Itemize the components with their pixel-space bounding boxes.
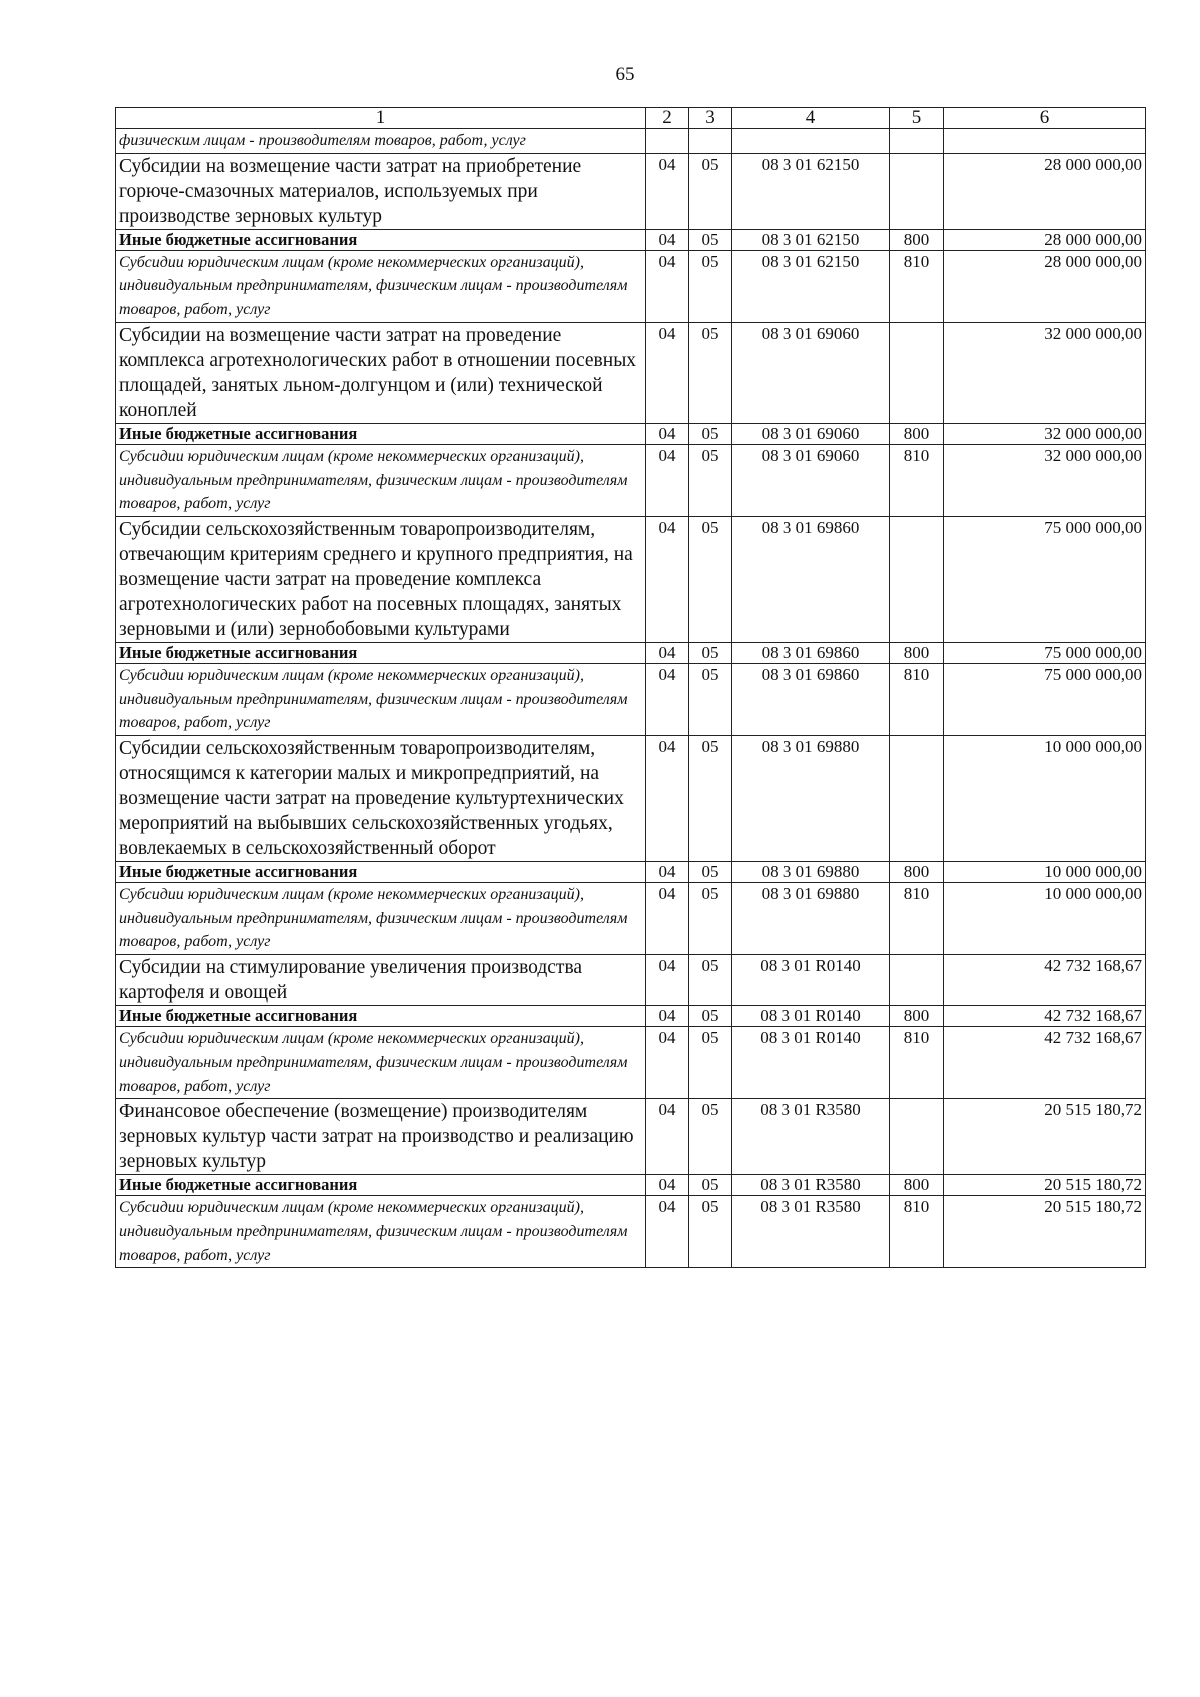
table-row [116, 955, 1146, 1006]
amount-cell: 32 000 000,00 [944, 444, 1146, 516]
amount-cell: 42 732 168,67 [944, 1006, 1146, 1027]
amount-cell: 42 732 168,67 [944, 955, 1146, 1006]
amount-cell: 20 515 180,72 [944, 1196, 1146, 1268]
table-row [116, 322, 1146, 423]
target-article-cell: 08 3 01 69860 [732, 663, 890, 735]
expense-type-cell: 810 [890, 883, 944, 955]
section-code-cell: 04 [646, 229, 689, 250]
section-code-cell: 04 [646, 736, 689, 862]
column-header-1: 1 [116, 108, 646, 129]
target-article-cell: 08 3 01 62150 [732, 153, 890, 229]
row-name-cell: Иные бюджетные ассигнования [116, 423, 646, 444]
amount-cell: 10 000 000,00 [944, 736, 1146, 862]
target-article-cell: 08 3 01 R0140 [732, 1006, 890, 1027]
column-header-2: 2 [646, 108, 689, 129]
subsection-code-cell: 05 [689, 862, 732, 883]
amount-cell: 42 732 168,67 [944, 1027, 1146, 1099]
subsection-code-cell: 05 [689, 229, 732, 250]
row-name-cell: Субсидии юридическим лицам (кроме некоммерческих организаций), индивидуальным предпринимателям, физическим лицам - производителям товаров, работ, услуг [116, 444, 646, 516]
section-code-cell: 04 [646, 444, 689, 516]
table-row [116, 1099, 1146, 1175]
expense-type-cell: 800 [890, 229, 944, 250]
amount-cell: 75 000 000,00 [944, 642, 1146, 663]
row-name-cell: Финансовое обеспечение (возмещение) производителям зерновых культур части затрат на производство и реализацию зерновых культур [116, 1099, 646, 1175]
page-number: 65 [615, 64, 635, 85]
column-header-3: 3 [689, 108, 732, 129]
subsection-code-cell: 05 [689, 1099, 732, 1175]
section-code-cell: 04 [646, 862, 689, 883]
target-article-cell [732, 129, 890, 154]
subsection-code-cell: 05 [689, 736, 732, 862]
target-article-cell: 08 3 01 69060 [732, 444, 890, 516]
table-row [116, 1006, 1146, 1027]
table-header-row [116, 108, 1146, 129]
column-header-4: 4 [732, 108, 890, 129]
subsection-code-cell: 05 [689, 423, 732, 444]
amount-cell: 32 000 000,00 [944, 322, 1146, 423]
section-code-cell: 04 [646, 955, 689, 1006]
subsection-code-cell: 05 [689, 1175, 732, 1196]
expense-type-cell [890, 955, 944, 1006]
table-row [116, 129, 1146, 154]
table-row [116, 883, 1146, 955]
section-code-cell [646, 129, 689, 154]
column-header-5: 5 [890, 108, 944, 129]
table-row [116, 663, 1146, 735]
amount-cell: 10 000 000,00 [944, 883, 1146, 955]
table-row [116, 862, 1146, 883]
amount-cell: 20 515 180,72 [944, 1175, 1146, 1196]
subsection-code-cell: 05 [689, 1196, 732, 1268]
row-name-cell: Иные бюджетные ассигнования [116, 1175, 646, 1196]
amount-cell: 75 000 000,00 [944, 663, 1146, 735]
subsection-code-cell: 05 [689, 663, 732, 735]
expense-type-cell [890, 322, 944, 423]
expense-type-cell: 810 [890, 1196, 944, 1268]
section-code-cell: 04 [646, 1027, 689, 1099]
expense-type-cell [890, 736, 944, 862]
table-row [116, 1175, 1146, 1196]
expense-type-cell: 800 [890, 1006, 944, 1027]
subsection-code-cell: 05 [689, 883, 732, 955]
row-name-cell: Субсидии юридическим лицам (кроме некоммерческих организаций), индивидуальным предпринимателям, физическим лицам - производителям товаров, работ, услуг [116, 883, 646, 955]
target-article-cell: 08 3 01 69860 [732, 642, 890, 663]
subsection-code-cell: 05 [689, 444, 732, 516]
amount-cell: 20 515 180,72 [944, 1099, 1146, 1175]
row-name-cell: физическим лицам - производителям товаров, работ, услуг [116, 129, 646, 154]
table-row [116, 153, 1146, 229]
row-name-cell: Субсидии на возмещение части затрат на проведение комплекса агротехнологических работ в отношении посевных площадей, занятых льном-долгунцом и (или) технической коноплей [116, 322, 646, 423]
subsection-code-cell: 05 [689, 642, 732, 663]
expense-type-cell: 800 [890, 1175, 944, 1196]
row-name-cell: Иные бюджетные ассигнования [116, 229, 646, 250]
table-row [116, 423, 1146, 444]
table-row [116, 736, 1146, 862]
row-name-cell: Субсидии юридическим лицам (кроме некоммерческих организаций), индивидуальным предпринимателям, физическим лицам - производителям товаров, работ, услуг [116, 1027, 646, 1099]
section-code-cell: 04 [646, 322, 689, 423]
target-article-cell: 08 3 01 69880 [732, 883, 890, 955]
row-name-cell: Субсидии сельскохозяйственным товаропроизводителям, отвечающим критериям среднего и крупного предприятия, на возмещение части затрат на проведение комплекса агротехнологических работ на посевных площадях, занятых зерновыми и (или) зернобобовыми культурами [116, 516, 646, 642]
amount-cell: 75 000 000,00 [944, 516, 1146, 642]
expense-type-cell: 810 [890, 444, 944, 516]
expense-type-cell: 800 [890, 642, 944, 663]
amount-cell [944, 129, 1146, 154]
table-row [116, 516, 1146, 642]
amount-cell: 28 000 000,00 [944, 229, 1146, 250]
table-row [116, 229, 1146, 250]
target-article-cell: 08 3 01 62150 [732, 250, 890, 322]
row-name-cell: Иные бюджетные ассигнования [116, 1006, 646, 1027]
subsection-code-cell: 05 [689, 516, 732, 642]
table-row [116, 444, 1146, 516]
section-code-cell: 04 [646, 1175, 689, 1196]
expense-type-cell: 810 [890, 250, 944, 322]
target-article-cell: 08 3 01 69880 [732, 736, 890, 862]
target-article-cell: 08 3 01 69060 [732, 423, 890, 444]
target-article-cell: 08 3 01 R3580 [732, 1099, 890, 1175]
target-article-cell: 08 3 01 69880 [732, 862, 890, 883]
expense-type-cell: 800 [890, 862, 944, 883]
amount-cell: 32 000 000,00 [944, 423, 1146, 444]
section-code-cell: 04 [646, 423, 689, 444]
target-article-cell: 08 3 01 R3580 [732, 1196, 890, 1268]
expense-type-cell [890, 1099, 944, 1175]
subsection-code-cell: 05 [689, 1006, 732, 1027]
expense-type-cell: 810 [890, 1027, 944, 1099]
subsection-code-cell: 05 [689, 1027, 732, 1099]
row-name-cell: Иные бюджетные ассигнования [116, 642, 646, 663]
section-code-cell: 04 [646, 883, 689, 955]
row-name-cell: Субсидии юридическим лицам (кроме некоммерческих организаций), индивидуальным предпринимателям, физическим лицам - производителям товаров, работ, услуг [116, 663, 646, 735]
row-name-cell: Субсидии на возмещение части затрат на приобретение горюче-смазочных материалов, используемых при производстве зерновых культур [116, 153, 646, 229]
target-article-cell: 08 3 01 69060 [732, 322, 890, 423]
subsection-code-cell: 05 [689, 955, 732, 1006]
row-name-cell: Субсидии сельскохозяйственным товаропроизводителям, относящимся к категории малых и микропредприятий, на возмещение части затрат на проведение культуртехнических мероприятий на выбывших сельскохозяйственных угодьях, вовлекаемых в сельскохозяйственный оборот [116, 736, 646, 862]
section-code-cell: 04 [646, 663, 689, 735]
row-name-cell: Субсидии юридическим лицам (кроме некоммерческих организаций), индивидуальным предпринимателям, физическим лицам - производителям товаров, работ, услуг [116, 1196, 646, 1268]
amount-cell: 10 000 000,00 [944, 862, 1146, 883]
target-article-cell: 08 3 01 62150 [732, 229, 890, 250]
table-row [116, 1027, 1146, 1099]
section-code-cell: 04 [646, 1006, 689, 1027]
section-code-cell: 04 [646, 153, 689, 229]
expense-type-cell [890, 129, 944, 154]
subsection-code-cell: 05 [689, 153, 732, 229]
section-code-cell: 04 [646, 516, 689, 642]
target-article-cell: 08 3 01 R3580 [732, 1175, 890, 1196]
expense-type-cell [890, 153, 944, 229]
table-row [116, 250, 1146, 322]
row-name-cell: Субсидии на стимулирование увеличения производства картофеля и овощей [116, 955, 646, 1006]
section-code-cell: 04 [646, 250, 689, 322]
section-code-cell: 04 [646, 1196, 689, 1268]
subsection-code-cell: 05 [689, 250, 732, 322]
target-article-cell: 08 3 01 R0140 [732, 1027, 890, 1099]
amount-cell: 28 000 000,00 [944, 250, 1146, 322]
table-body [116, 129, 1146, 1268]
section-code-cell: 04 [646, 642, 689, 663]
subsection-code-cell [689, 129, 732, 154]
expense-type-cell: 810 [890, 663, 944, 735]
section-code-cell: 04 [646, 1099, 689, 1175]
table-row [116, 642, 1146, 663]
target-article-cell: 08 3 01 R0140 [732, 955, 890, 1006]
budget-table [115, 107, 1146, 1268]
expense-type-cell [890, 516, 944, 642]
subsection-code-cell: 05 [689, 322, 732, 423]
table-row [116, 1196, 1146, 1268]
row-name-cell: Субсидии юридическим лицам (кроме некоммерческих организаций), индивидуальным предпринимателям, физическим лицам - производителям товаров, работ, услуг [116, 250, 646, 322]
row-name-cell: Иные бюджетные ассигнования [116, 862, 646, 883]
target-article-cell: 08 3 01 69860 [732, 516, 890, 642]
column-header-6: 6 [944, 108, 1146, 129]
amount-cell: 28 000 000,00 [944, 153, 1146, 229]
expense-type-cell: 800 [890, 423, 944, 444]
